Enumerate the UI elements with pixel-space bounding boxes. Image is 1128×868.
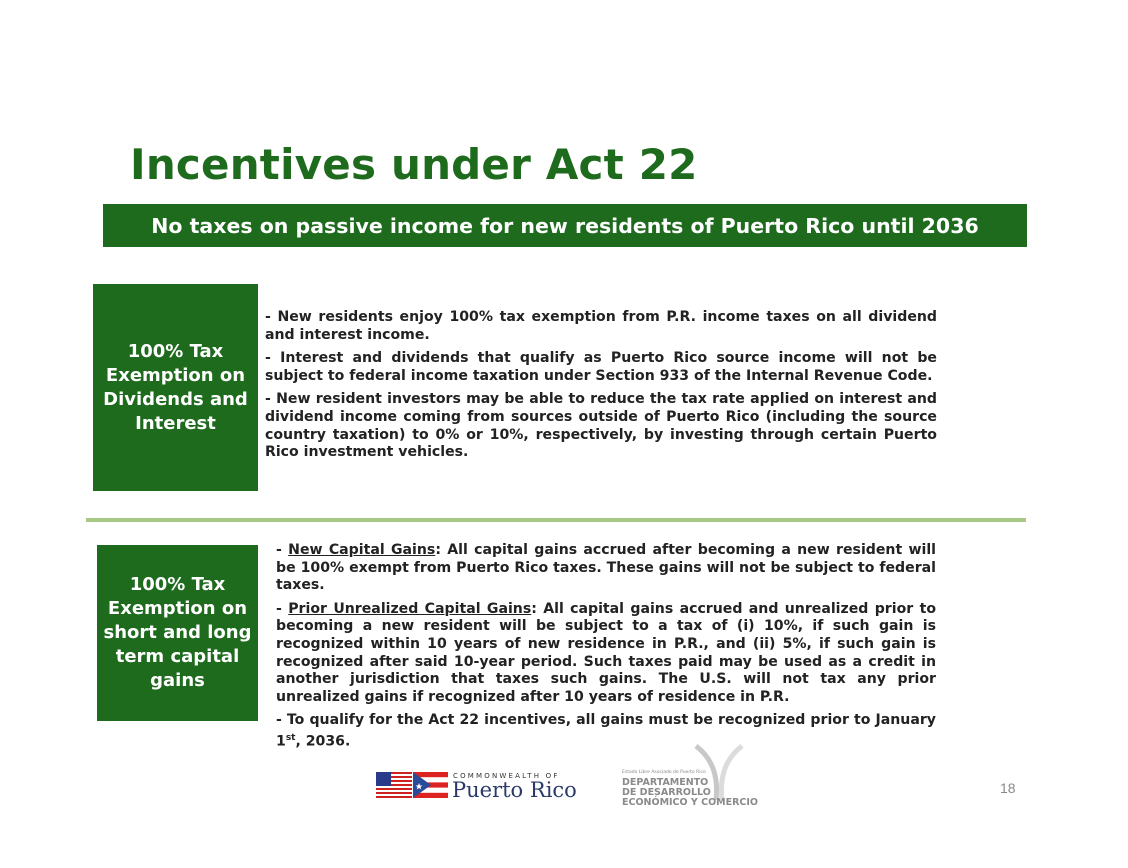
dividends-bullet: - New resident investors may be able to reduce the tax rate applied on interest and dividend income coming from sources outside of Puerto Rico (including the source country taxation) to 0% or 10%, respectively, by investing through certain Puerto Rico investment vehicles. [265, 391, 937, 461]
section-heading-dividends: 100% Tax Exemption on Dividends and Interest [93, 284, 258, 491]
capital-gains-bullet: - New Capital Gains: All capital gains accrued after becoming a new resident will be 100% exempt from Puerto Rico taxes. These gains will not be subject to federal taxes. [276, 542, 937, 594]
capital-gains-bullet: - Prior Unrealized Capital Gains: All capital gains accrued and unrealized prior to becoming a new resident will be subject to a tax of (i) 10%, if such gain is recognized within 10 years of new residence in P.R., and (ii) 5%, if such gain is recognized after said 10-year period. Such taxes paid may be used as a credit in another jurisdiction that taxes such gains. The U.S. will not tax any prior unrealized gains if recognized after 10 years of residence in P.R. [276, 600, 936, 705]
section-divider [86, 518, 1026, 522]
capital-gains-bullet: - To qualify for the Act 22 incentives, all gains must be recognized prior to January 1st, 2036. [276, 712, 936, 750]
section-body-dividends [265, 309, 937, 468]
puerto-rico-logo-text: Puerto Rico [452, 778, 577, 802]
dividends-bullet: - Interest and dividends that qualify as Puerto Rico source income will not be subject to federal income taxation under Section 933 of the Internal Revenue Code. [265, 350, 937, 384]
commonwealth-label: COMMONWEALTH OF [453, 772, 560, 780]
puerto-rico-flag-icon [376, 772, 448, 798]
prior-unrealized-gains-term: Prior Unrealized Capital Gains [288, 600, 532, 617]
page-number: 18 [1000, 780, 1016, 796]
banner: No taxes on passive income for new residents of Puerto Rico until 2036 [103, 204, 1027, 247]
ddec-small-label: Estado Libre Asociado de Puerto Rico [622, 770, 706, 775]
ddec-label-line: DE DESARROLLO [622, 787, 711, 798]
new-capital-gains-term: New Capital Gains [288, 542, 436, 558]
page-title: Incentives under Act 22 [130, 140, 698, 189]
section-heading-capital-gains: 100% Tax Exemption on short and long term capital gains [97, 545, 258, 721]
dividends-bullet: - New residents enjoy 100% tax exemption from P.R. income taxes on all dividend and interest income. [265, 309, 937, 343]
ddec-label-line: DEPARTAMENTO [622, 777, 709, 788]
ddec-label-line: ECONÓMICO Y COMERCIO [622, 797, 758, 808]
section-body-capital-gains [276, 542, 936, 757]
